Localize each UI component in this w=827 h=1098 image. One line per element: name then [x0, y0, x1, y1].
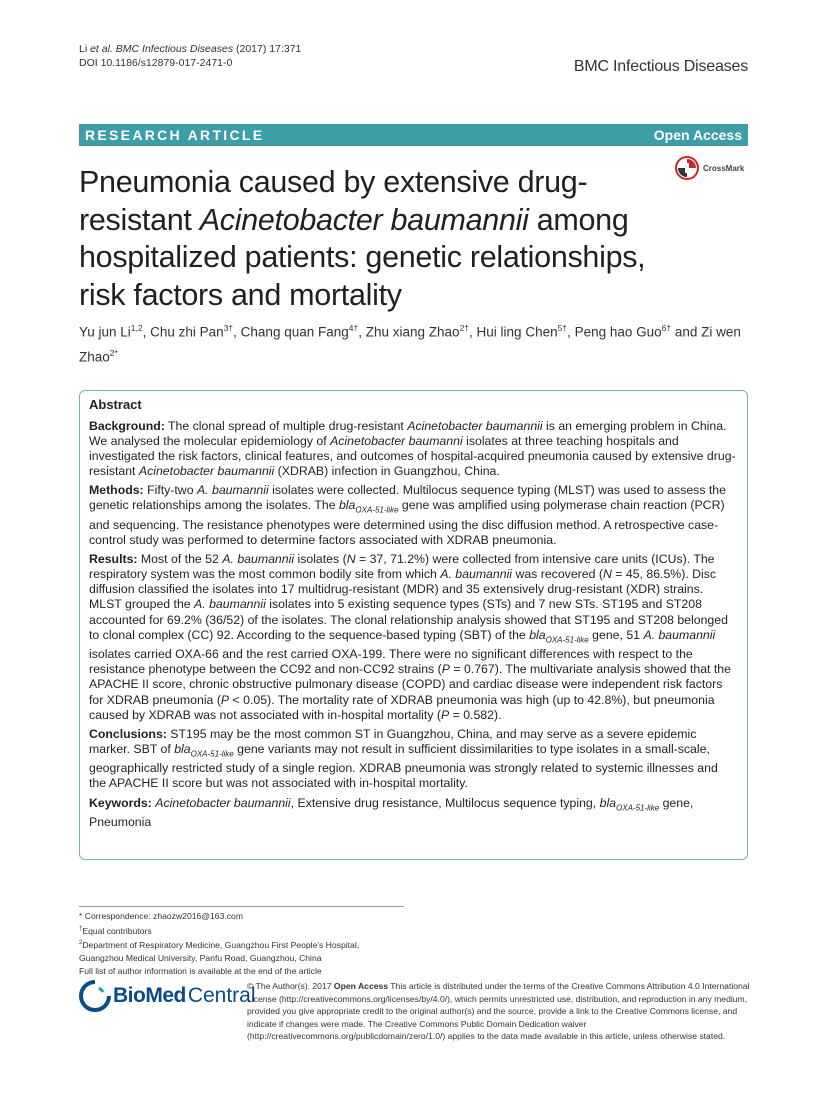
author-affiliation-sup: 2* [109, 347, 118, 358]
text-run: A. baumannii [194, 597, 266, 612]
text-run: gene, 51 [588, 627, 644, 642]
methods-label: Methods: [89, 483, 144, 498]
citation-year: (2017) 17:371 [233, 43, 302, 55]
text-run: bla [174, 741, 191, 756]
author-name[interactable]: Peng hao Guo [574, 324, 662, 340]
text-run: isolates were collected. Multilocus sequence typing (MLST) was used to assess the genetic relationships among the isolates. The [89, 483, 726, 513]
methods-text [89, 483, 726, 547]
text-run: Fifty-two [143, 483, 197, 498]
conclusions-label: Conclusions: [89, 726, 167, 741]
text-run: isolates at three teaching hospitals and investigated the risk factors, clinical features, and outcomes of hospital-acquired pneumonia caused by extensive drug-resistant [89, 434, 736, 479]
abstract-heading: Abstract [89, 397, 142, 412]
equal-text: Equal contributors [82, 925, 152, 936]
text-run: P [440, 707, 450, 722]
license-text [247, 980, 752, 1043]
text-run: < 0.05). The mortality rate of XDRAB pneumonia was high (up to 42.8%), but pneumonia caused by XDRAB was not associated with in-hospital mortality ( [89, 692, 715, 722]
text-run: isolates into 5 existing sequence types (STs) and 7 new STs. ST195 and ST208 accounted for 69.2% (36/52) of the isolates. The clonal relationship analysis showed that ST195 and ST208 belonged to clonal complex (CC) 92. According to the sequence-based typing (SBT) of the [89, 597, 728, 642]
author-separator: , [233, 324, 241, 340]
author-affiliation-sup: 2† [459, 323, 470, 333]
logo-bold: BioMed [113, 984, 186, 1007]
equal-sup: † [79, 925, 83, 932]
text-run: Most of the 52 [137, 552, 223, 567]
text-run: OXA-51-like [616, 802, 660, 812]
keywords-text [89, 796, 693, 830]
text-run: = 37, 71.2%) were collected from intensive care units (ICUs). The respiratory system was the most common bodily site from which [89, 552, 715, 582]
author-name[interactable]: Yu jun Li [79, 324, 131, 340]
text-run: ST195 may be the most common ST in Guangzhou, China, and may serve as a severe epidemic marker. SBT of [89, 726, 697, 756]
biomed-central-logo[interactable] [79, 980, 256, 1012]
biomed-central-icon [79, 980, 111, 1012]
author-name[interactable]: Hui ling Chen [476, 324, 558, 340]
title-part-2: among hospitalized patients: genetic relationships, risk factors and mortality [79, 202, 646, 312]
crossmark-badge[interactable] [675, 156, 744, 180]
text-run: = 45, 86.5%). Disc diffusion classified the isolates into 17 multidrug-resistant (MDR) and 35 extensively drug-resistant (XDR) strains. MLST grouped the [89, 567, 717, 612]
citation-block [79, 42, 301, 70]
article-title [79, 164, 669, 314]
license-pre: © The Author(s). 2017 [247, 981, 334, 991]
citation-journal: et al. BMC Infectious Diseases [90, 43, 234, 55]
article-type-banner [79, 124, 748, 146]
author-name[interactable]: Zi wen Zhao [79, 324, 741, 364]
author-name[interactable]: Chu zhi Pan [150, 324, 224, 340]
text-run: N [602, 567, 612, 582]
text-run: OXA-51-like [355, 505, 399, 515]
open-access-label: Open Access [653, 127, 742, 143]
text-run: bla [338, 498, 356, 513]
affiliation [79, 937, 404, 964]
text-run: = 0.582). [449, 707, 502, 722]
author-separator: , [142, 324, 151, 340]
text-run: OXA-51-like [190, 749, 234, 759]
text-run: OXA-51-like [545, 635, 589, 645]
author-separator: , [567, 324, 575, 340]
affiliation-text: Department of Respiratory Medicine, Guangzhou First People's Hospital, Guangzhou Medical University, Panfu Road, Guangzhou, China [79, 940, 360, 963]
author-list [79, 318, 759, 367]
background-label: Background: [89, 419, 165, 433]
abstract-background [89, 419, 738, 479]
results-label: Results: [89, 552, 138, 567]
doi[interactable]: DOI 10.1186/s12879-017-2471-0 [79, 57, 233, 69]
author-affiliation-sup: 4† [348, 323, 359, 333]
text-run: gene variants may not result in sufficient dissimilarities to type isolates in a small-scale, geographically restricted study of a single region. XDRAB pneumonia was strongly related to systemic illnesses and the APACHE II score but was not associated with in-hospital mortality. [89, 741, 718, 791]
text-run: , Extensive drug resistance, Multilocus sequence typing, [290, 795, 600, 810]
text-run: N [346, 552, 356, 567]
text-run: isolates carried OXA-66 and the rest carried OXA-199. There were no significant differences with respect to the resistance phenotype between the CC92 and non-CC92 strains ( [89, 647, 693, 677]
text-run: gene was amplified using polymerase chain reaction (PCR) and sequencing. The resistance phenotypes were determined using the disc diffusion method. A retrospective case-control study was performed to determine factors associated with XDRAB pneumonia. [89, 498, 725, 548]
text-run: Acinetobacter baumannii [407, 419, 543, 433]
text-run: bla [529, 627, 546, 642]
crossmark-label: CrossMark [703, 163, 745, 173]
author-affiliation-sup: 5† [557, 323, 568, 333]
author-affiliation-sup: 6† [661, 323, 672, 333]
crossmark-icon [675, 156, 699, 180]
article-type-label: RESEARCH ARTICLE [85, 127, 265, 143]
results-text [89, 552, 731, 721]
text-run: was recovered ( [512, 567, 603, 582]
author-separator: and [671, 324, 702, 340]
license-open-access: Open Access [333, 981, 389, 991]
text-run: A. baumannii [643, 627, 716, 642]
text-run: A. baumannii [196, 483, 269, 498]
footnotes [79, 906, 404, 977]
text-run: P [220, 692, 230, 707]
author-affiliation-sup: 1,2 [130, 323, 143, 333]
text-run: (XDRAB) infection in Guangzhou, China. [274, 464, 500, 479]
text-run: is an emerging problem in China. We analysed the molecular epidemiology of [89, 419, 727, 449]
title-part-1: Pneumonia caused by extensive drug-resistant [79, 165, 588, 237]
journal-name: BMC Infectious Diseases [573, 58, 748, 75]
background-text [89, 419, 736, 478]
conclusions-text [89, 727, 718, 791]
text-run: bla [599, 795, 617, 810]
text-run: P [441, 662, 450, 677]
abstract-conclusions [89, 727, 738, 792]
citation-authors: Li [79, 43, 91, 55]
author-separator: , [358, 324, 366, 340]
text-run: gene, Pneumonia [89, 795, 694, 830]
logo-rest: Central [187, 984, 256, 1007]
abstract-keywords [89, 796, 738, 831]
author-name[interactable]: Zhu xiang Zhao [365, 324, 460, 340]
license-body: This article is distributed under the terms of the Creative Commons Attribution 4.0 International License (http://creativecommons.org/licenses/by/4.0/), which permits unrestricted use, distribution, and reproduction in any medium, provided you give appropriate credit to the original author(s) and the source, provide a link to the Creative Commons license, and indicate if changes were made. The Creative Commons Public Domain Dedication waiver (http://creativecommons.org/publicdomain/zero/1.0/) applies to the data made available in this article, unless otherwise stated. [247, 981, 750, 1042]
text-run: The clonal spread of multiple drug-resistant [164, 419, 408, 433]
text-run: A. baumannii [222, 552, 295, 567]
abstract-results [89, 552, 738, 722]
text-run: Acinetobacter baumanni [330, 434, 463, 449]
abstract-box [79, 390, 748, 860]
author-name[interactable]: Chang quan Fang [240, 324, 349, 340]
equal-contributors [79, 923, 404, 938]
title-species: Acinetobacter baumannii [199, 202, 529, 237]
author-separator: , [469, 324, 477, 340]
text-run: Acinetobacter baumannii [138, 464, 275, 479]
correspondence[interactable]: * Correspondence: zhaozw2016@163.com [79, 911, 243, 921]
affiliation-sup: 2 [79, 940, 83, 947]
text-run: Acinetobacter baumannii [155, 795, 291, 810]
citation-line [79, 42, 301, 56]
text-run: A. baumannii [440, 567, 513, 582]
text-run: = 0.767). The multivariate analysis showed that the APACHE II score, chronic obstructive pulmonary disease (COPD) and cardiac disease were independent risk factors for XDRAB pneumonia ( [89, 662, 731, 707]
keywords-label: Keywords: [89, 795, 152, 810]
text-run: isolates ( [294, 552, 347, 567]
abstract-methods [89, 483, 738, 548]
author-affiliation-sup: 3† [223, 323, 234, 333]
full-author-info: Full list of author information is available at the end of the article [79, 965, 322, 976]
